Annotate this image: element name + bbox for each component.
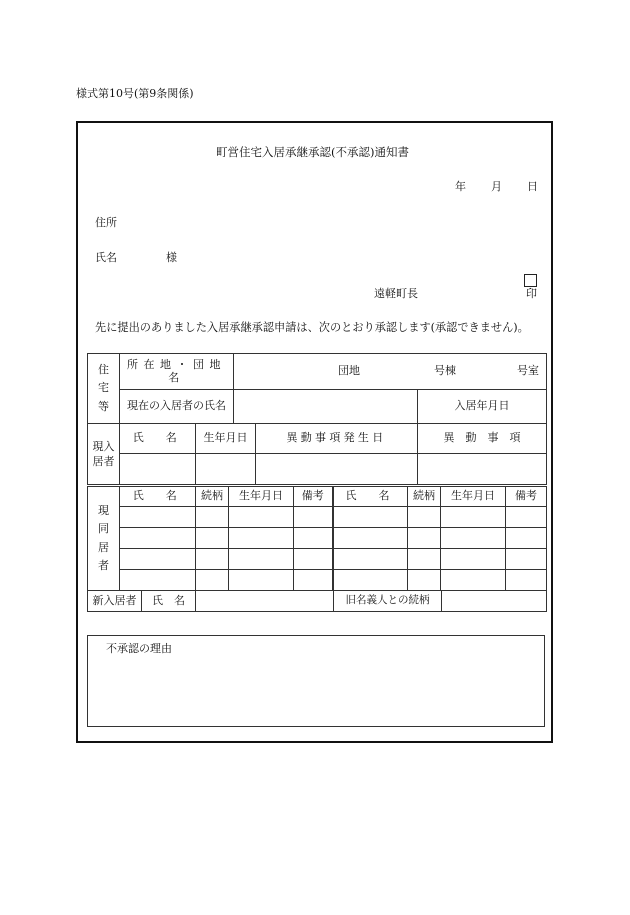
cohab-cell[interactable] [441, 507, 506, 528]
cohab-row [88, 549, 547, 570]
location-label: 所在地・団地名 [120, 354, 234, 390]
danchi-label: 団地 [338, 363, 360, 377]
honorific: 様 [166, 251, 177, 264]
cohab-cell[interactable] [196, 507, 229, 528]
cohab-remarks-header-left: 備考 [294, 487, 333, 507]
cohab-cell[interactable] [294, 528, 333, 549]
move-in-date-label: 入居年月日 [418, 390, 547, 424]
cohab-remarks-header-right: 備考 [506, 487, 547, 507]
cohab-cell[interactable] [408, 549, 441, 570]
housing-table [87, 353, 547, 485]
cohabitants-table [87, 486, 547, 591]
cohab-cell[interactable] [408, 528, 441, 549]
relation-to-former-value[interactable] [442, 591, 547, 612]
cohab-birth-header-right: 生年月日 [441, 487, 506, 507]
cohab-name-header-left: 氏 名 [120, 487, 196, 507]
cohab-cell[interactable] [196, 549, 229, 570]
body-text: 先に提出のありました入居承継承認申請は、次のとおり承認します(承認できません)。 [95, 321, 529, 334]
cohab-cell[interactable] [333, 528, 408, 549]
cohab-cell[interactable] [294, 570, 333, 591]
date-day: 日 [527, 180, 538, 193]
cohabitants-section-label: 現 同 居 者 [88, 487, 120, 591]
cohab-row [88, 507, 547, 528]
new-resident-name-label: 氏 名 [142, 591, 196, 612]
new-resident-table [87, 590, 547, 612]
address-label: 住所 [95, 216, 117, 229]
location-value[interactable] [234, 354, 547, 390]
cohab-cell[interactable] [408, 507, 441, 528]
change-date-cell[interactable] [256, 454, 418, 485]
cohab-cell[interactable] [408, 570, 441, 591]
cohab-birth-header-left: 生年月日 [229, 487, 294, 507]
name-label: 氏名 [95, 251, 117, 264]
cohab-cell[interactable] [229, 507, 294, 528]
date-year: 年 [455, 180, 466, 193]
cohab-cell[interactable] [294, 549, 333, 570]
current-birth-cell[interactable] [196, 454, 256, 485]
date-month: 月 [491, 180, 502, 193]
cohab-relation-header-right: 続柄 [408, 487, 441, 507]
document-title: 町営住宅入居承継承認(不承認)通知書 [216, 145, 409, 159]
current-birth-header: 生年月日 [196, 424, 256, 454]
cohab-cell[interactable] [333, 570, 408, 591]
cohab-cell[interactable] [120, 528, 196, 549]
reason-box[interactable] [87, 635, 545, 727]
issuer: 遠軽町長 [374, 287, 418, 300]
cohab-row [88, 570, 547, 591]
cohab-cell[interactable] [441, 570, 506, 591]
cohab-cell[interactable] [229, 528, 294, 549]
current-name-cell[interactable] [120, 454, 196, 485]
goto-label: 号棟 [434, 363, 456, 377]
cohab-cell[interactable] [196, 570, 229, 591]
new-resident-name-value[interactable] [196, 591, 334, 612]
housing-section-label: 住 宅 等 [88, 354, 120, 424]
cohab-cell[interactable] [196, 528, 229, 549]
cohab-cell[interactable] [333, 507, 408, 528]
goshitsu-label: 号室 [517, 363, 539, 377]
change-header: 異 動 事 項 [418, 424, 547, 454]
cohab-cell[interactable] [441, 549, 506, 570]
cohab-cell[interactable] [506, 549, 547, 570]
cohab-relation-header-left: 続柄 [196, 487, 229, 507]
current-resident-section-label: 現入 居者 [88, 424, 120, 485]
cohab-cell[interactable] [229, 549, 294, 570]
cohab-row [88, 528, 547, 549]
cohab-cell[interactable] [120, 507, 196, 528]
seal-box [524, 274, 537, 287]
change-cell[interactable] [418, 454, 547, 485]
cohab-cell[interactable] [120, 570, 196, 591]
current-name-header: 氏 名 [120, 424, 196, 454]
cohab-cell[interactable] [229, 570, 294, 591]
seal-char: 印 [526, 287, 537, 300]
current-resident-name-label: 現在の入居者の氏名 [120, 390, 234, 424]
cohab-cell[interactable] [120, 549, 196, 570]
cohab-cell[interactable] [506, 528, 547, 549]
cohab-cell[interactable] [294, 507, 333, 528]
new-resident-label: 新入居者 [88, 591, 142, 612]
form-number: 様式第10号(第9条関係) [76, 87, 194, 100]
cohab-name-header-right: 氏 名 [333, 487, 408, 507]
change-date-header: 異動事項発生日 [256, 424, 418, 454]
cohab-cell[interactable] [441, 528, 506, 549]
cohab-cell[interactable] [506, 507, 547, 528]
current-resident-name-value[interactable] [234, 390, 418, 424]
cohab-cell[interactable] [506, 570, 547, 591]
relation-to-former-label: 旧名義人との続柄 [334, 591, 442, 612]
cohab-cell[interactable] [333, 549, 408, 570]
reason-label: 不承認の理由 [106, 642, 172, 655]
